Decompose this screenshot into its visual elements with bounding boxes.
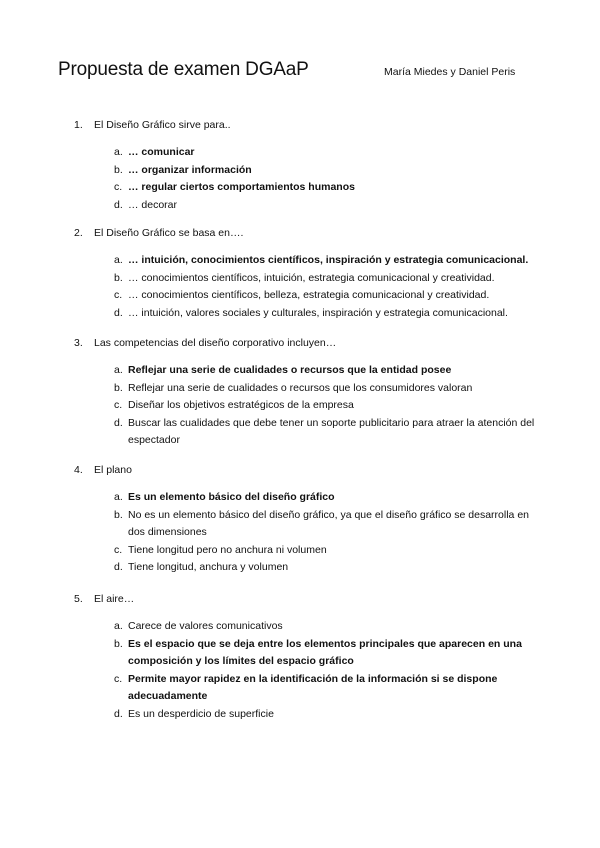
option-text: Permite mayor rapidez en la identificación de la información si se dispone adecuadamente (128, 672, 498, 702)
answer-option (0, 197, 600, 215)
option-letter: d. (114, 707, 123, 720)
option-text: No es un elemento básico del diseño gráfico, ya que el diseño gráfico se desarrolla en dos dimensiones (128, 508, 529, 538)
answer-option (0, 671, 600, 706)
option-text: … decorar (128, 198, 178, 211)
question-text: Las competencias del diseño corporativo incluyen… (94, 337, 337, 349)
option-text: Reflejar una serie de cualidades o recursos que los consumidores valoran (128, 381, 473, 394)
option-letter: c. (114, 181, 123, 193)
question-4 (0, 462, 600, 577)
option-letter: a. (114, 620, 123, 632)
option-letter: c. (114, 543, 123, 556)
option-letter: d. (114, 416, 123, 429)
option-letter: c. (114, 672, 123, 685)
option-text: Reflejar una serie de cualidades o recursos que la entidad posee (128, 364, 452, 376)
option-text: Tiene longitud pero no anchura ni volumen (128, 543, 327, 556)
option-text: … comunicar (128, 146, 195, 158)
option-letter: c. (114, 399, 123, 411)
question-number: 2. (74, 227, 83, 239)
answer-option (0, 636, 600, 671)
answer-option (0, 706, 600, 724)
option-text: … intuición, valores sociales y culturales, inspiración y estrategia comunicacional. (128, 306, 508, 319)
question-3 (0, 335, 600, 450)
answer-option (0, 305, 600, 323)
answer-option (0, 542, 600, 560)
question-number: 3. (74, 337, 83, 349)
option-letter: b. (114, 163, 123, 176)
option-text: Tiene longitud, anchura y volumen (128, 561, 289, 573)
option-letter: d. (114, 306, 123, 319)
option-letter: a. (114, 254, 123, 266)
option-letter: b. (114, 508, 123, 521)
answer-option (0, 397, 600, 415)
question-2 (0, 225, 600, 322)
option-text: … conocimientos científicos, intuición, estrategia comunicacional y creatividad. (128, 271, 495, 284)
answer-option (0, 618, 600, 636)
answer-option (0, 489, 600, 507)
answer-option (0, 559, 600, 577)
option-text: … intuición, conocimientos científicos, inspiración y estrategia comunicacional. (128, 254, 529, 266)
option-text: Diseñar los objetivos estratégicos de la empresa (128, 399, 354, 411)
option-text: Es el espacio que se deja entre los elementos principales que aparecen en una composición y los límites del espacio gráfico (128, 637, 522, 667)
option-text: Buscar las cualidades que debe tener un soporte publicitario para atraer la atención del espectador (128, 416, 535, 446)
answer-option (0, 144, 600, 162)
option-letter: b. (114, 637, 123, 650)
option-letter: d. (114, 198, 123, 211)
answer-option (0, 415, 600, 450)
question-number: 4. (74, 464, 83, 476)
answer-option (0, 507, 600, 542)
answer-option (0, 270, 600, 288)
option-text: … organizar información (128, 163, 252, 176)
question-text: El aire… (94, 593, 135, 605)
answer-option (0, 287, 600, 305)
question-5 (0, 591, 600, 723)
option-letter: b. (114, 271, 123, 284)
option-letter: a. (114, 146, 123, 158)
question-number: 1. (74, 119, 83, 131)
option-letter: a. (114, 491, 123, 503)
option-text: Carece de valores comunicativos (128, 620, 283, 632)
option-text: … regular ciertos comportamientos humanos (128, 181, 355, 193)
question-text: El Diseño Gráfico sirve para.. (94, 119, 231, 131)
option-letter: a. (114, 364, 123, 376)
answer-option (0, 380, 600, 398)
document-authors: María Miedes y Daniel Peris (384, 66, 516, 78)
question-text: El Diseño Gráfico se basa en…. (94, 227, 244, 239)
answer-option (0, 162, 600, 180)
option-text: Es un elemento básico del diseño gráfico (128, 491, 335, 503)
answer-option (0, 362, 600, 380)
option-text: Es un desperdicio de superficie (128, 707, 274, 720)
document-title: Propuesta de examen DGAaP (58, 59, 309, 80)
option-text: … conocimientos científicos, belleza, estrategia comunicacional y creatividad. (128, 289, 490, 301)
question-1 (0, 117, 600, 214)
option-letter: d. (114, 561, 123, 573)
answer-option (0, 179, 600, 197)
option-letter: b. (114, 381, 123, 394)
question-text: El plano (94, 464, 132, 476)
question-number: 5. (74, 593, 83, 605)
option-letter: c. (114, 289, 123, 301)
answer-option (0, 252, 600, 270)
